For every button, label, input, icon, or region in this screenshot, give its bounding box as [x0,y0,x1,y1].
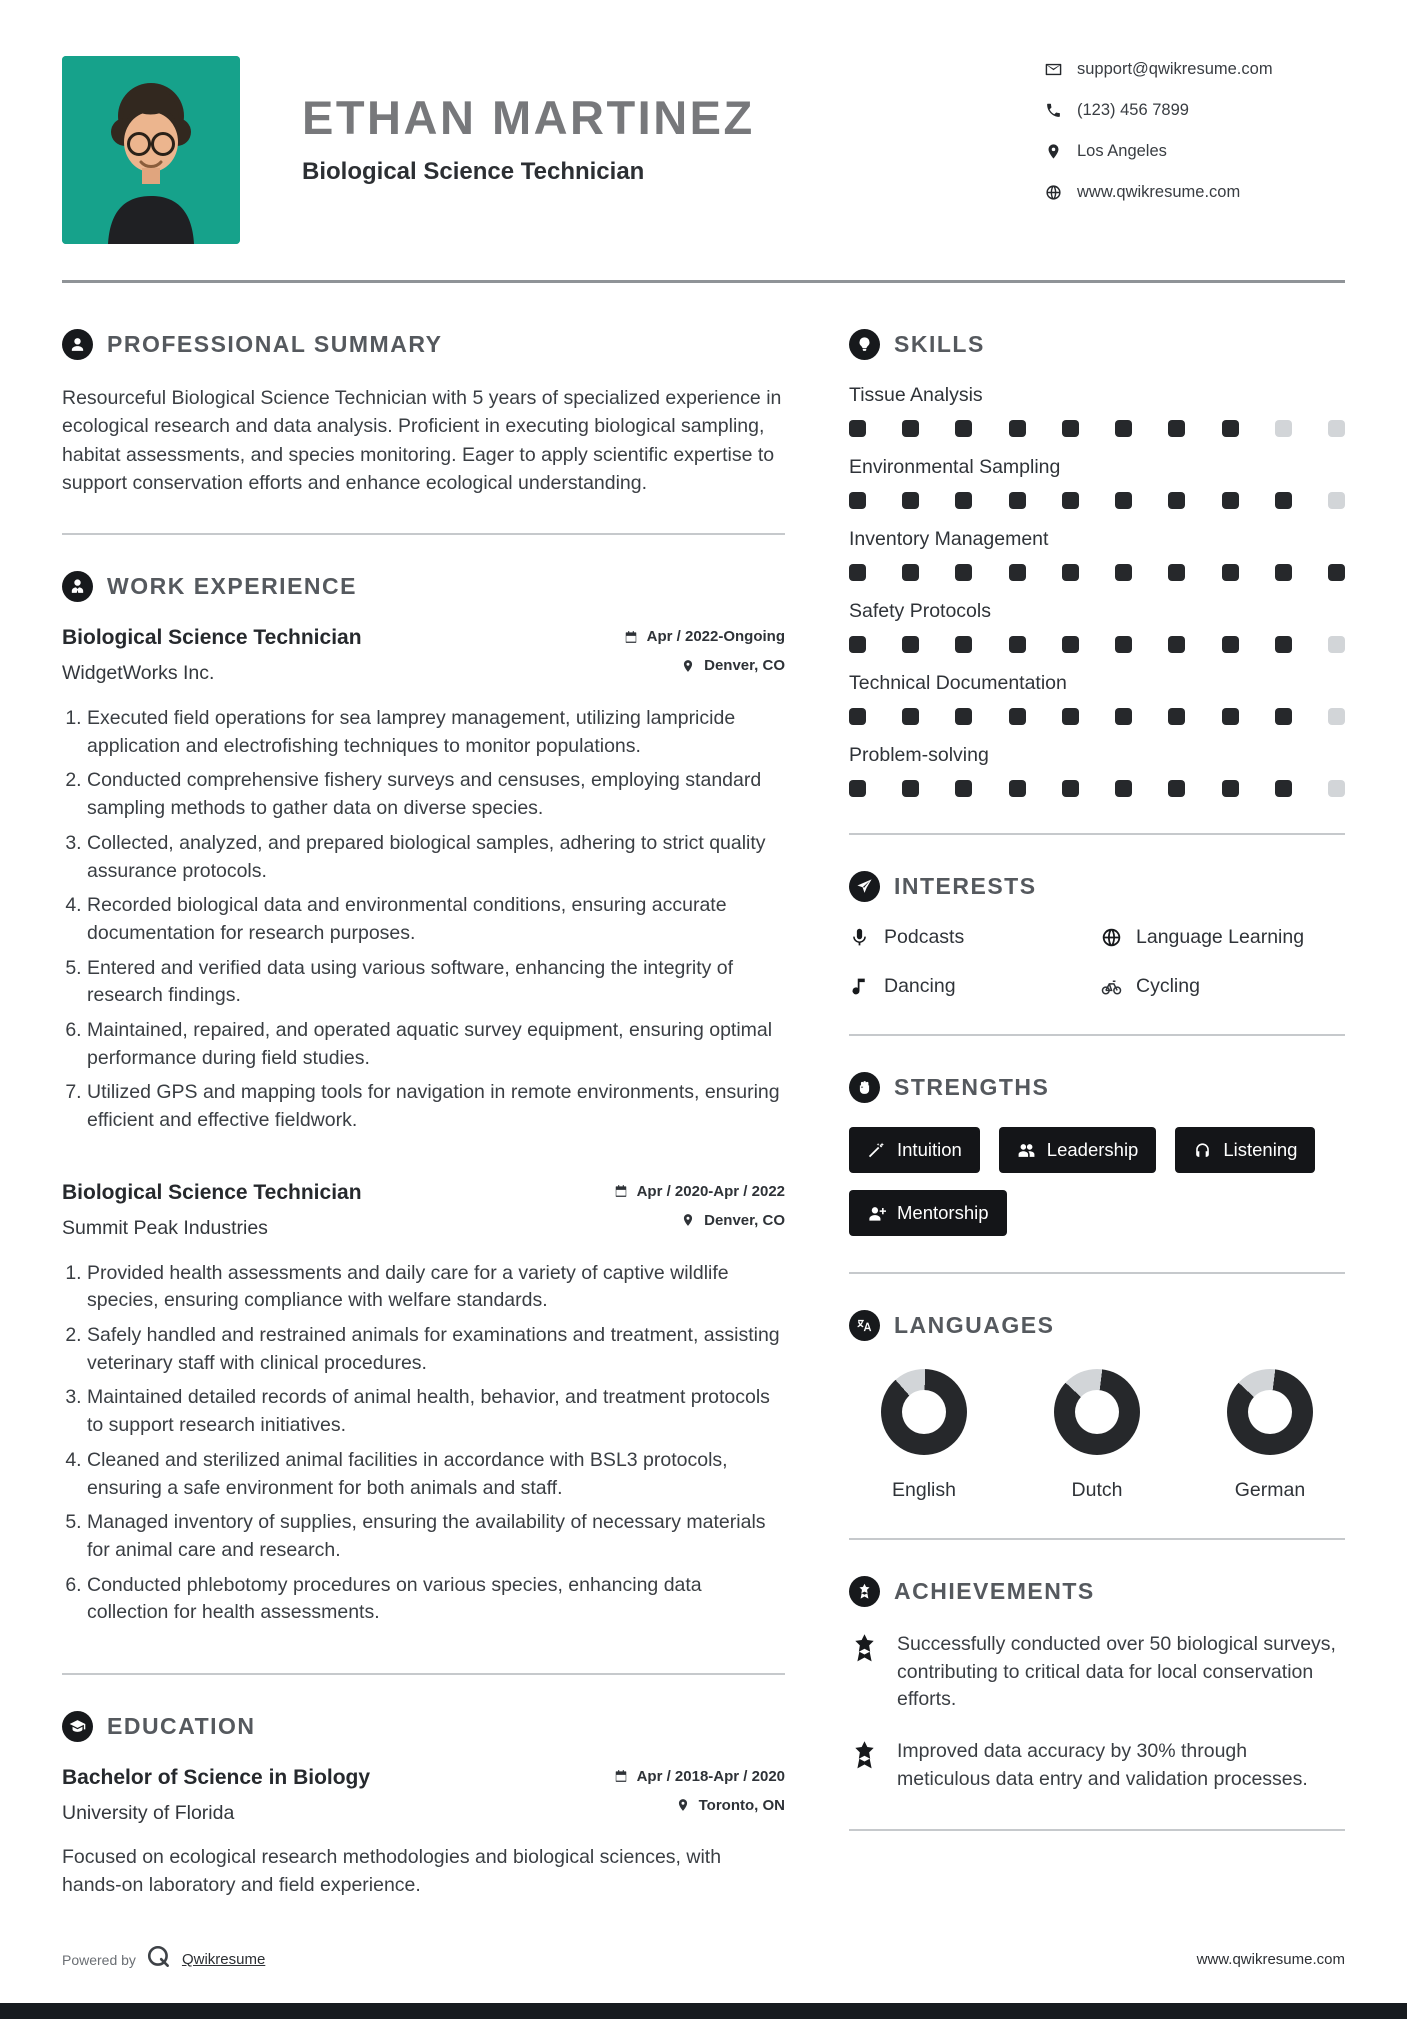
skill-level-bar [849,564,1345,581]
section-professional-summary [62,329,785,497]
calendar-icon [614,1184,628,1198]
section-divider [849,1538,1345,1540]
interests-list [849,926,1345,998]
contact-text: www.qwikresume.com [1077,183,1241,201]
achievement-text: Improved data accuracy by 30% through meticulous data entry and validation processes. [897,1740,1308,1790]
skill-level-square [1275,420,1292,437]
language-item [859,1369,989,1502]
job-dates: Apr / 2022-Ongoing [624,628,785,645]
skill-level-square [1168,780,1185,797]
section-strengths [849,1072,1345,1236]
skill-name: Technical Documentation [849,672,1067,694]
skill-level-square [849,492,866,509]
skill-level-square [1115,780,1132,797]
skill-level-square [1009,708,1026,725]
skill-level-square [955,780,972,797]
job-bullet: 1. Provided health assessments and daily care for a variety of captive wildlife species, ensuring compliance with welfare standards. [87,1260,785,1315]
pin-icon [681,659,695,673]
skill-level-bar [849,492,1345,509]
skill-level-square [849,420,866,437]
contact-list [1045,56,1345,202]
skill-item [849,456,1345,509]
person-name: ETHAN MARTINEZ [302,91,755,144]
profile-photo [62,56,240,244]
people-group-icon [1017,1141,1036,1160]
skill-level-bar [849,780,1345,797]
skill-level-square [902,564,919,581]
skill-level-square [1328,492,1345,509]
skill-item [849,744,1345,797]
job-bullet: 2. Safely handled and restrained animals for examinations and treatment, assisting veterinary staff with clinical procedures. [87,1322,785,1377]
language-item [1032,1369,1162,1502]
qwikresume-logo-icon [146,1944,172,1975]
section-divider [849,1034,1345,1036]
skill-level-square [1168,420,1185,437]
strength-tag [849,1190,1007,1236]
skill-level-square [955,420,972,437]
job-bullets [62,705,785,1135]
school-name: University of Florida [62,1801,235,1824]
language-level-donut [881,1369,967,1455]
powered-by [62,1944,265,1975]
job-location: Denver, CO [681,1212,785,1229]
achievement-text: Successfully conducted over 50 biological surveys, contributing to critical data for local conservation efforts. [897,1633,1336,1711]
skill-name: Environmental Sampling [849,456,1061,478]
job-bullet: 7. Utilized GPS and mapping tools for navigation in remote environments, ensuring efficient and effective fieldwork. [87,1079,785,1134]
paper-plane-icon [849,871,880,902]
name-block [302,56,755,186]
job-location: Denver, CO [681,657,785,674]
skill-level-square [1275,708,1292,725]
skill-level-square [1062,492,1079,509]
calendar-icon [624,630,638,644]
language-level-donut [1227,1369,1313,1455]
magic-wand-icon [867,1141,886,1160]
interest-item [849,975,1101,998]
qwikresume-link[interactable]: Qwikresume [181,1951,266,1969]
location-icon [1045,143,1062,160]
interest-label: Dancing [884,975,956,997]
section-title: SKILLS [894,331,985,357]
contact-text: support@qwikresume.com [1077,60,1273,78]
skill-level-square [1062,708,1079,725]
section-title: INTERESTS [894,873,1037,899]
job-dates: Apr / 2020-Apr / 2022 [614,1183,785,1200]
user-plus-icon [867,1204,886,1223]
skill-level-square [1328,564,1345,581]
skill-level-square [1275,492,1292,509]
section-title: WORK EXPERIENCE [107,573,357,600]
skill-level-square [1328,780,1345,797]
pin-icon [676,1798,690,1812]
education-location: Toronto, ON [676,1797,785,1814]
skill-level-square [1115,492,1132,509]
jobs-list [62,626,785,1627]
skill-level-square [1062,564,1079,581]
section-education [62,1711,785,1900]
language-name: German [1234,1479,1306,1501]
right-column [849,329,1345,1899]
contact-item[interactable] [1045,101,1345,120]
summary-text: Resourceful Biological Science Technician with 5 years of specialized experience in ecological research and data analysis. Proficient in executing biological sampling, habitat assessments, and species monitoring. Eager to apply scientific expertise to support conservation efforts and enhance ecological understanding. [62,387,782,494]
language-name: English [892,1479,956,1501]
strength-tag [849,1127,980,1173]
job-bullet: 4. Recorded biological data and environmental conditions, ensuring accurate documentation for research purposes. [87,892,785,947]
skill-level-square [1115,708,1132,725]
bottom-bar [0,2003,1407,2019]
job-company: Summit Peak Industries [62,1216,268,1239]
section-title: ACHIEVEMENTS [894,1578,1095,1604]
section-divider [62,1673,785,1675]
skill-level-square [1222,420,1239,437]
skill-level-square [849,636,866,653]
section-divider [849,833,1345,835]
skill-level-square [1328,708,1345,725]
strength-label: Listening [1223,1139,1298,1160]
skill-level-square [1009,492,1026,509]
skill-level-square [1009,564,1026,581]
job-entry [62,1181,785,1627]
skill-level-square [902,492,919,509]
language-name: Dutch [1071,1479,1123,1501]
language-level-donut [1054,1369,1140,1455]
job-bullet: 1. Executed field operations for sea lamprey management, utilizing lampricide application and electrofishing techniques to monitor populations. [87,705,785,760]
job-entry [62,626,785,1135]
contact-item[interactable] [1045,60,1345,79]
skill-level-square [1062,420,1079,437]
section-title: LANGUAGES [894,1312,1055,1338]
job-title: Biological Science Technician [62,1180,362,1204]
section-work-experience [62,571,785,1627]
contact-text: Los Angeles [1077,142,1167,160]
left-column [62,329,785,1899]
skill-level-square [1062,636,1079,653]
skill-level-square [902,780,919,797]
pin-icon [681,1213,695,1227]
job-bullet: 3. Maintained detailed records of animal health, behavior, and treatment protocols to support research initiatives. [87,1384,785,1439]
job-bullets [62,1260,785,1627]
skill-name: Tissue Analysis [849,384,983,406]
section-skills [849,329,1345,797]
skill-name: Inventory Management [849,528,1049,550]
skill-level-square [849,708,866,725]
interest-label: Cycling [1136,975,1200,997]
skill-level-square [1115,420,1132,437]
education-description: Focused on ecological research methodologies and biological sciences, with hands-on laboratory and field experience. [62,1845,722,1897]
skill-level-square [1115,564,1132,581]
user-icon [62,329,93,360]
music-note-icon [849,976,870,997]
skill-level-square [1275,780,1292,797]
achievement-item [849,1631,1345,1714]
skill-level-square [1222,708,1239,725]
job-bullet: 3. Collected, analyzed, and prepared biological samples, adhering to strict quality assurance protocols. [87,830,785,885]
skill-item [849,528,1345,581]
strength-tag [1175,1127,1315,1173]
interest-label: Language Learning [1136,926,1305,948]
education-dates: Apr / 2018-Apr / 2020 [614,1768,785,1785]
skill-level-square [1222,636,1239,653]
section-divider [849,1829,1345,1831]
skill-level-square [955,492,972,509]
calendar-icon [614,1769,628,1783]
job-company: WidgetWorks Inc. [62,662,215,685]
job-bullet: 6. Maintained, repaired, and operated aquatic survey equipment, ensuring optimal performance during field studies. [87,1017,785,1072]
user-tie-icon [62,571,93,602]
strength-label: Mentorship [897,1202,989,1223]
skill-item [849,384,1345,437]
skill-level-square [902,636,919,653]
strength-label: Intuition [897,1139,962,1160]
section-languages [849,1310,1345,1502]
skill-level-bar [849,420,1345,437]
contact-item[interactable] [1045,142,1345,161]
skill-level-square [955,636,972,653]
section-title: PROFESSIONAL SUMMARY [107,331,443,357]
skill-level-square [955,708,972,725]
job-bullet: 4. Cleaned and sterilized animal facilities in accordance with BSL3 protocols, ensuring a safe environment for both animals and staff. [87,1447,785,1502]
interest-item [1101,975,1345,998]
interest-item [1101,926,1345,949]
lightbulb-icon [849,329,880,360]
section-title: EDUCATION [107,1712,256,1739]
bicycle-icon [1101,976,1122,997]
section-achievements [849,1576,1345,1793]
footer [62,1944,1345,1975]
skill-level-square [1222,492,1239,509]
job-bullet: 5. Entered and verified data using various software, enhancing the integrity of research findings. [87,955,785,1010]
skill-level-square [1009,420,1026,437]
skill-level-square [1328,636,1345,653]
skill-level-square [1328,420,1345,437]
skill-level-bar [849,636,1345,653]
skill-level-square [1222,780,1239,797]
skill-level-square [1222,564,1239,581]
job-title: Biological Science Technician [62,626,362,650]
skill-level-square [1168,492,1185,509]
skill-level-square [1009,636,1026,653]
skill-level-square [849,564,866,581]
job-bullet: 6. Conducted phlebotomy procedures on various species, enhancing data collection for health assessments. [87,1572,785,1627]
contact-text: (123) 456 7899 [1077,101,1189,119]
skill-level-square [1168,636,1185,653]
graduation-cap-icon [62,1711,93,1742]
skill-name: Safety Protocols [849,600,991,622]
interest-label: Podcasts [884,926,965,948]
job-title-subtitle: Biological Science Technician [302,158,645,185]
headphones-icon [1193,1141,1212,1160]
skill-level-square [849,780,866,797]
skill-level-square [902,420,919,437]
skill-item [849,672,1345,725]
footer-website-link[interactable]: www.qwikresume.com [1196,1951,1345,1969]
header-divider [62,280,1345,283]
strengths-list [849,1127,1345,1236]
email-icon [1045,61,1062,78]
language-item [1205,1369,1335,1502]
skill-level-square [1275,636,1292,653]
skill-level-square [1168,708,1185,725]
languages-list [849,1365,1345,1502]
achievements-list [849,1631,1345,1793]
section-interests [849,871,1345,998]
skill-level-square [902,708,919,725]
skill-name: Problem-solving [849,744,989,766]
contact-item[interactable] [1045,183,1345,202]
section-divider [62,533,785,535]
globe-icon [1101,927,1122,948]
skill-level-square [1168,564,1185,581]
achievement-badge-icon [849,1740,880,1771]
skills-list [849,384,1345,797]
skill-level-square [1062,780,1079,797]
skill-item [849,600,1345,653]
microphone-icon [849,927,870,948]
content-columns [62,329,1345,1899]
strength-label: Leadership [1046,1139,1139,1160]
powered-by-label: Powered by [62,1951,136,1968]
translate-icon [849,1310,880,1341]
degree-title: Bachelor of Science in Biology [62,1765,371,1789]
skill-level-square [955,564,972,581]
skill-level-square [1009,780,1026,797]
strength-tag [999,1127,1157,1173]
fist-icon [849,1072,880,1103]
skill-level-square [1115,636,1132,653]
interest-item [849,926,1101,949]
section-divider [849,1272,1345,1274]
section-title: STRENGTHS [894,1074,1050,1100]
avatar-illustration [62,56,240,244]
skill-level-bar [849,708,1345,725]
job-bullet: 2. Conducted comprehensive fishery surveys and censuses, employing standard sampling methods to gather data on diverse species. [87,767,785,822]
medal-icon [849,1576,880,1607]
skill-level-square [1275,564,1292,581]
website-icon [1045,184,1062,201]
achievement-item [849,1738,1345,1793]
phone-icon [1045,102,1062,119]
achievement-badge-icon [849,1633,880,1664]
job-bullet: 5. Managed inventory of supplies, ensuring the availability of necessary materials for animal care and research. [87,1509,785,1564]
header [62,56,1345,244]
